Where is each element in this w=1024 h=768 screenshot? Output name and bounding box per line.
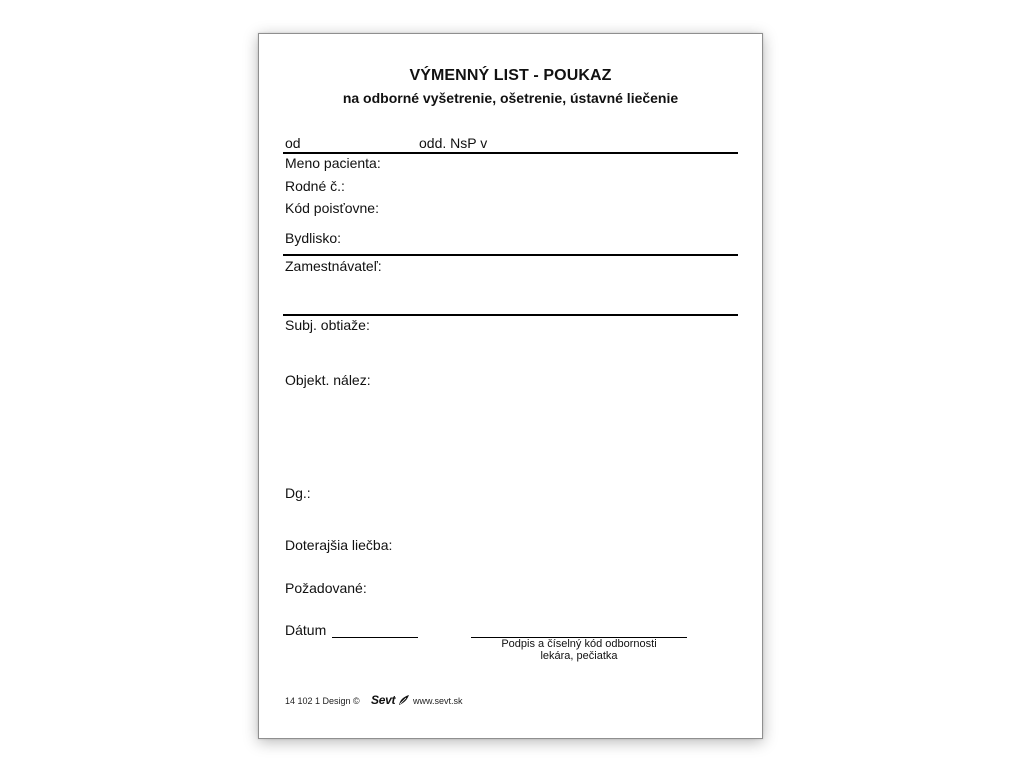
label-subj-obtiaze: Subj. obtiaže: — [285, 317, 370, 333]
form-subtitle: na odborné vyšetrenie, ošetrenie, ústavné liečenie — [342, 90, 679, 106]
footer-url: www.sevt.sk — [413, 696, 463, 706]
label-od: od — [285, 135, 301, 151]
signature-caption-line2: lekára, pečiatka — [540, 650, 618, 662]
label-pozadovane: Požadované: — [285, 580, 367, 596]
sevt-logo — [371, 693, 410, 709]
label-rodne-cislo: Rodné č.: — [285, 178, 345, 194]
label-bydlisko: Bydlisko: — [285, 230, 342, 246]
label-kod-poistovne: Kód poisťovne: — [285, 200, 379, 216]
leaf-icon — [398, 694, 410, 709]
label-zamestnavatel: Zamestnávateľ: — [285, 258, 382, 274]
rule-zamestnavatel — [283, 314, 738, 316]
form-title: VÝMENNÝ LIST - POUKAZ — [409, 67, 612, 84]
date-line — [332, 637, 418, 638]
label-doterajsia-liecba: Doterajšia liečba: — [285, 537, 393, 553]
rule-bydlisko — [283, 254, 738, 256]
label-dg: Dg.: — [285, 485, 311, 501]
label-meno-pacienta: Meno pacienta: — [285, 155, 381, 171]
label-odd-nsp: odd. NsP v — [419, 135, 488, 151]
footer-code: 14 102 1 Design © — [285, 696, 360, 706]
label-datum: Dátum — [285, 622, 327, 638]
label-objekt-nalez: Objekt. nález: — [285, 372, 371, 388]
sevt-logo-text: Sevt — [371, 693, 396, 707]
form-sheet — [258, 33, 763, 739]
signature-caption-line1: Podpis a číselný kód odbornosti — [501, 638, 657, 650]
rule-header — [283, 152, 738, 154]
